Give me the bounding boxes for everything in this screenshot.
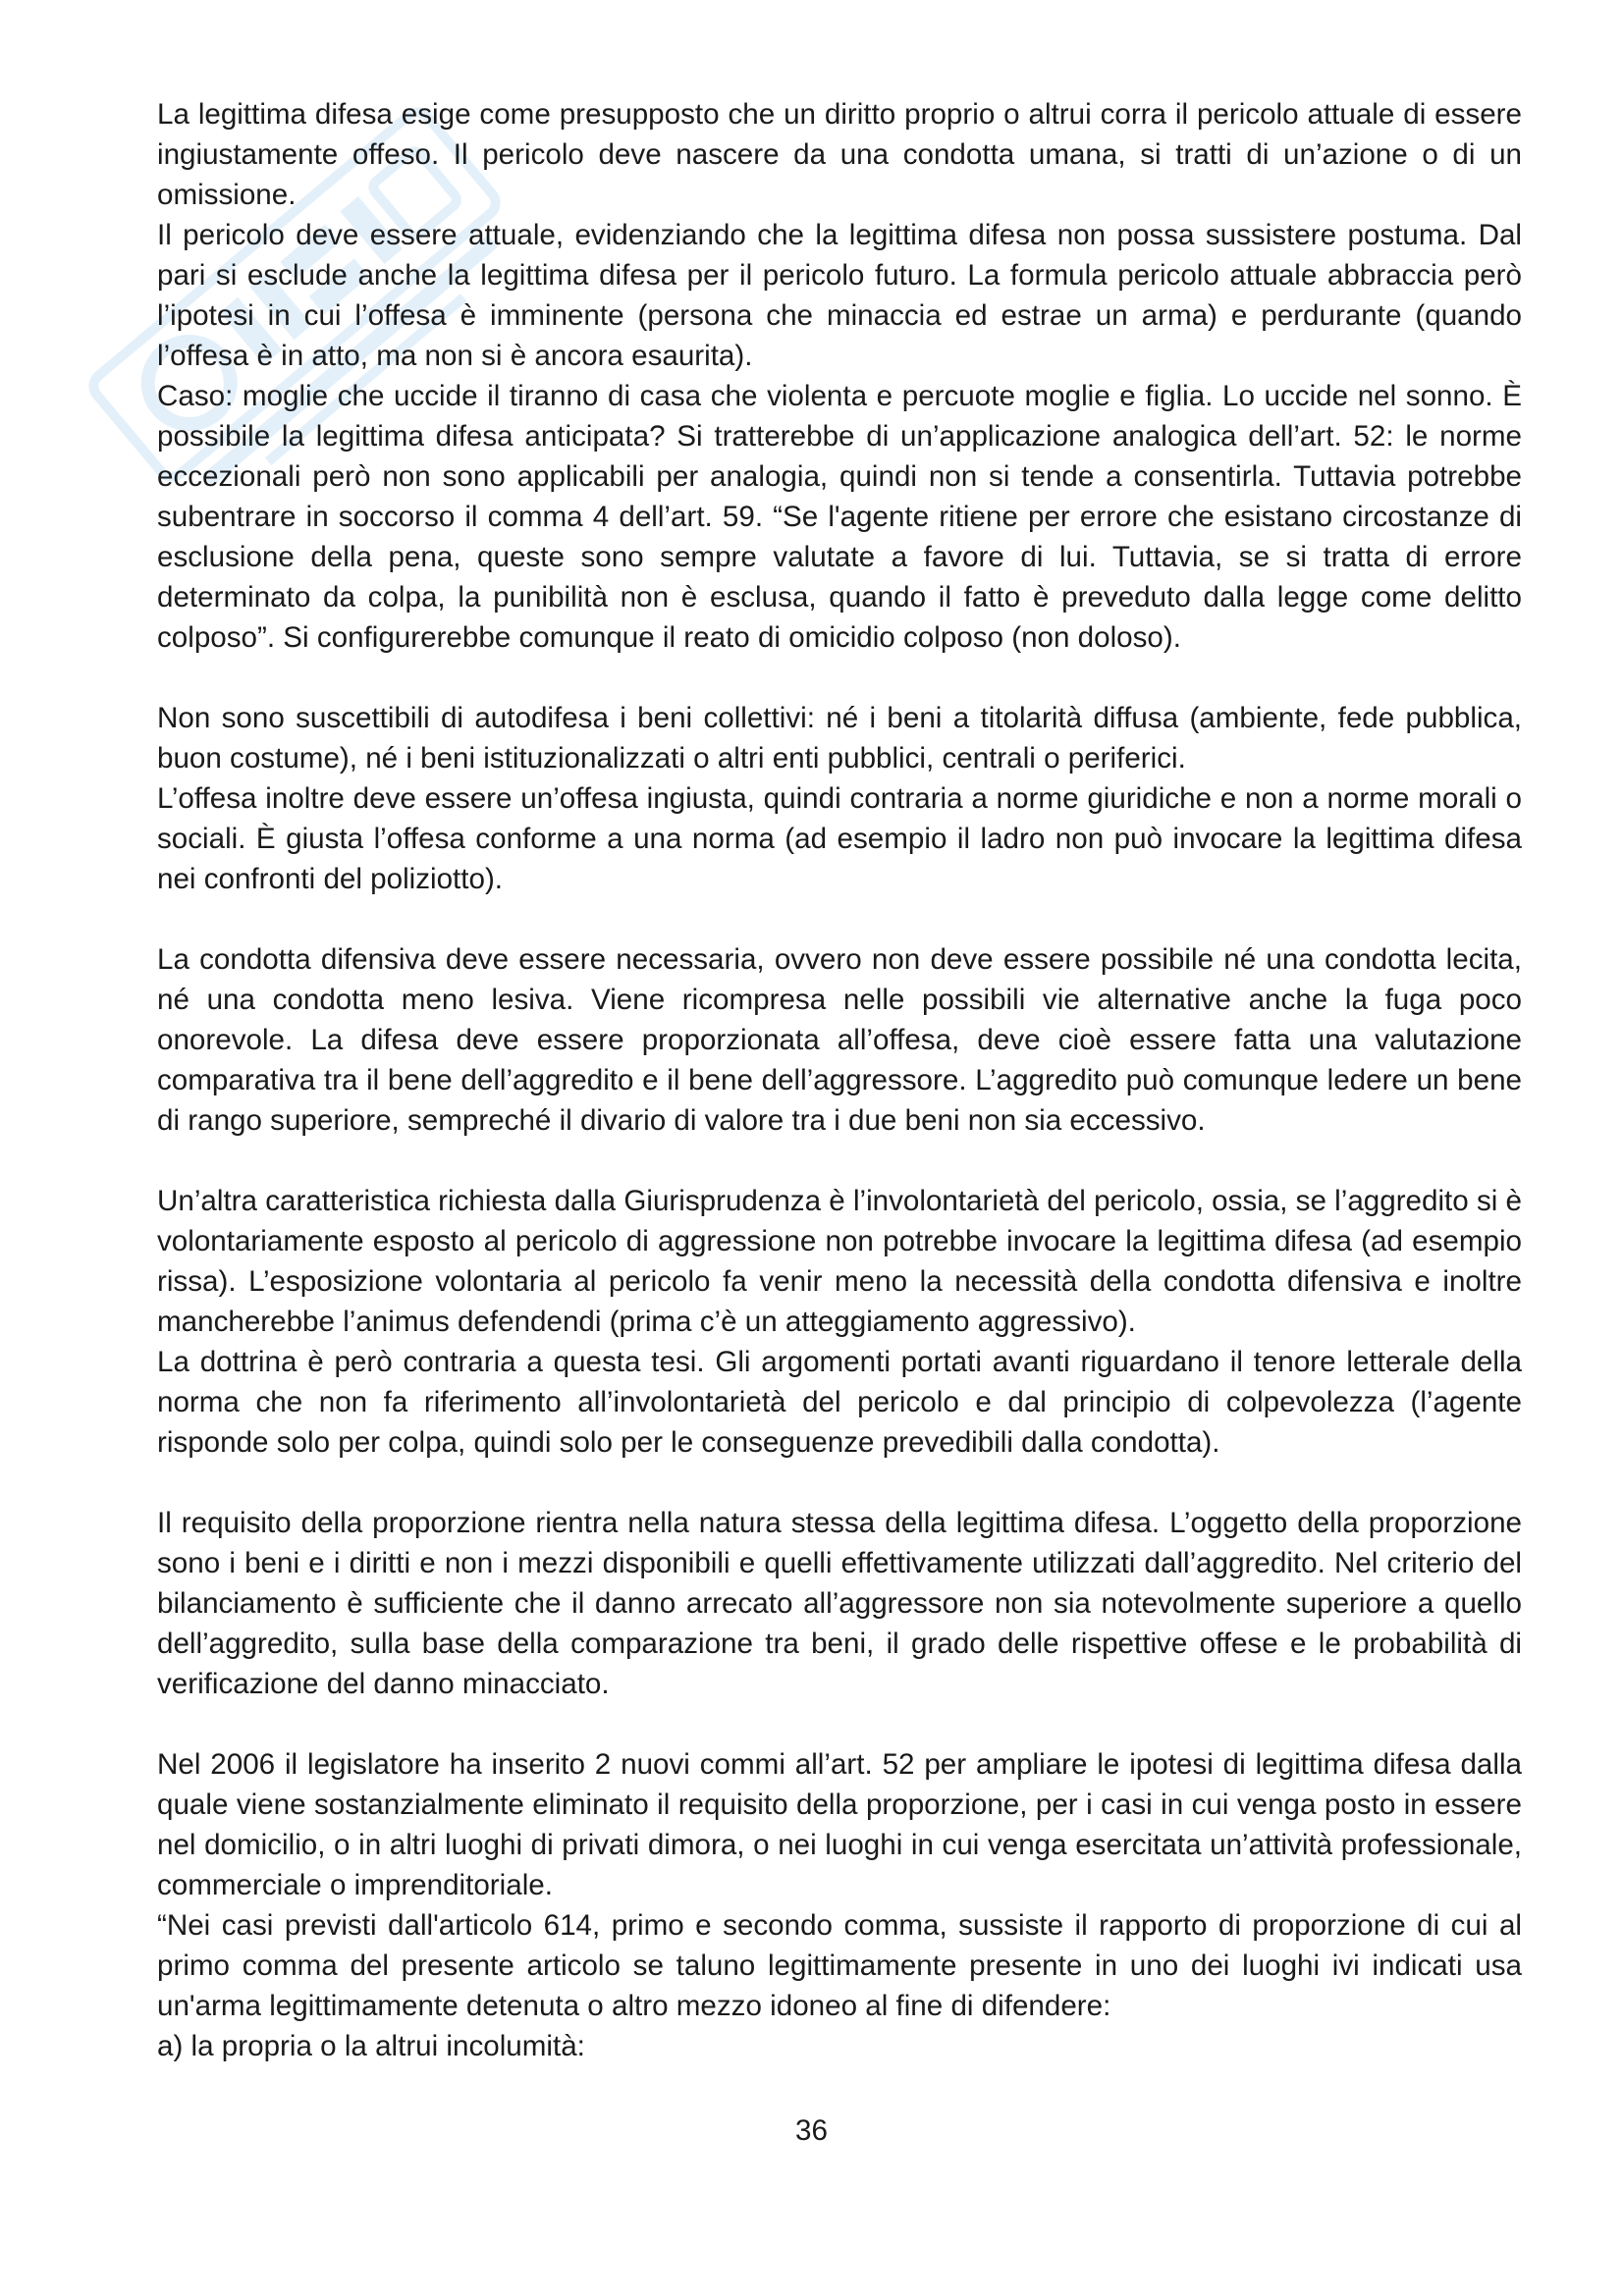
paragraph-pericolo-attuale: Il pericolo deve essere attuale, evidenziando che la legittima difesa non possa sussistere postuma. Dal pari si esclude anche la legittima difesa per il pericolo futuro. La formula pericolo attuale abbraccia però l’ipotesi in cui l’offesa è imminente (persona che minaccia ed estrae un arma) e perdurante (quando l’offesa è in atto, ma non si è ancora esaurita). bbox=[157, 219, 1522, 372]
paragraph-caso-moglie: Caso: moglie che uccide il tiranno di casa che violenta e percuote moglie e figlia. Lo uccide nel sonno. È possibile la legittima difesa anticipata? Si tratterebbe di un’applicazione analogica dell’art. 52: le norme eccezionali però non sono applicabili per analogia, quindi non si tende a consentirla. Tuttavia potrebbe subentrare in soccorso il comma 4 dell’art. 59. “Se l'agente ritiene per errore che esistano circostanze di esclusione della pena, queste sono sempre valutate a favore di lui. Tuttavia, se si tratta di errore determinato da colpa, la punibilità non è esclusa, quando il fatto è preveduto dalla legge come delitto colposo”. Si configurerebbe comunque il reato di omicidio colposo (non doloso). bbox=[157, 380, 1522, 654]
paragraph-spacer bbox=[157, 658, 1522, 698]
paragraph-dottrina: La dottrina è però contraria a questa tesi. Gli argomenti portati avanti riguardano il tenore letterale della norma che non fa riferimento all’involontarietà del pericolo e dal principio di colpevolezza (l’agente risponde solo per colpa, quindi solo per le conseguenze prevedibili dalla condotta). bbox=[157, 1346, 1522, 1459]
paragraph-lettera-a: a) la propria o la altrui incolumità: bbox=[157, 2030, 585, 2062]
paragraph-offesa-ingiusta: L’offesa inoltre deve essere un’offesa ingiusta, quindi contraria a norme giuridiche e non a norme morali o sociali. È giusta l’offesa conforme a una norma (ad esempio il ladro non può invocare la legittima difesa nei confronti del poliziotto). bbox=[157, 782, 1522, 895]
paragraph-spacer bbox=[157, 1141, 1522, 1181]
document-body bbox=[157, 94, 1522, 2066]
paragraph-citazione-art-614: “Nei casi previsti dall'articolo 614, primo e secondo comma, sussiste il rapporto di proporzione di cui al primo comma del presente articolo se taluno legittimamente presente in uno dei luoghi ivi indicati usa un'arma legittimamente detenuta o altro mezzo idoneo al fine di difendere: bbox=[157, 1909, 1522, 2022]
paragraph-beni-collettivi: Non sono suscettibili di autodifesa i beni collettivi: né i beni a titolarità diffusa (ambiente, fede pubblica, buon costume), né i beni istituzionalizzati o altri enti pubblici, centrali o periferici. bbox=[157, 702, 1522, 774]
page-number: 36 bbox=[795, 2114, 828, 2147]
paragraph-riforma-2006: Nel 2006 il legislatore ha inserito 2 nuovi commi all’art. 52 per ampliare le ipotesi di legittima difesa dalla quale viene sostanzialmente eliminato il requisito della proporzione, per i casi in cui venga posto in essere nel domicilio, o in altri luoghi di privati dimora, o nei luoghi in cui venga esercitata un’attività professionale, commerciale o imprenditoriale. bbox=[157, 1748, 1522, 1901]
paragraph-spacer bbox=[157, 1704, 1522, 1744]
paragraph-presupposto: La legittima difesa esige come presupposto che un diritto proprio o altrui corra il pericolo attuale di essere ingiustamente offeso. Il pericolo deve nascere da una condotta umana, si tratti di un’azione o di un omissione. bbox=[157, 98, 1522, 211]
paragraph-condotta-difensiva: La condotta difensiva deve essere necessaria, ovvero non deve essere possibile né una condotta lecita, né una condotta meno lesiva. Viene ricompresa nelle possibili vie alternative anche la fuga poco onorevole. La difesa deve essere proporzionata all’offesa, deve cioè essere fatta una valutazione comparativa tra il bene dell’aggredito e il bene dell’aggressore. L’aggredito può comunque ledere un bene di rango superiore, sempreché il divario di valore tra i due beni non sia eccessivo. bbox=[157, 943, 1522, 1137]
paragraph-spacer bbox=[157, 1463, 1522, 1503]
paragraph-involontarieta: Un’altra caratteristica richiesta dalla Giurisprudenza è l’involontarietà del pericolo, ossia, se l’aggredito si è volontariamente esposto al pericolo di aggressione non potrebbe invocare la legittima difesa (ad esempio rissa). L’esposizione volontaria al pericolo fa venir meno la necessità della condotta difensiva e inoltre mancherebbe l’animus defendendi (prima c’è un atteggiamento aggressivo). bbox=[157, 1185, 1522, 1338]
paragraph-spacer bbox=[157, 899, 1522, 939]
paragraph-proporzione: Il requisito della proporzione rientra nella natura stessa della legittima difesa. L’oggetto della proporzione sono i beni e i diritti e non i mezzi disponibili e quelli effettivamente utilizzati dall’aggredito. Nel criterio del bilanciamento è sufficiente che il danno arrecato all’aggressore non sia notevolmente superiore a quello dell’aggredito, sulla base della comparazione tra beni, il grado delle rispettive offese e le probabilità di verificazione del danno minacciato. bbox=[157, 1507, 1522, 1700]
